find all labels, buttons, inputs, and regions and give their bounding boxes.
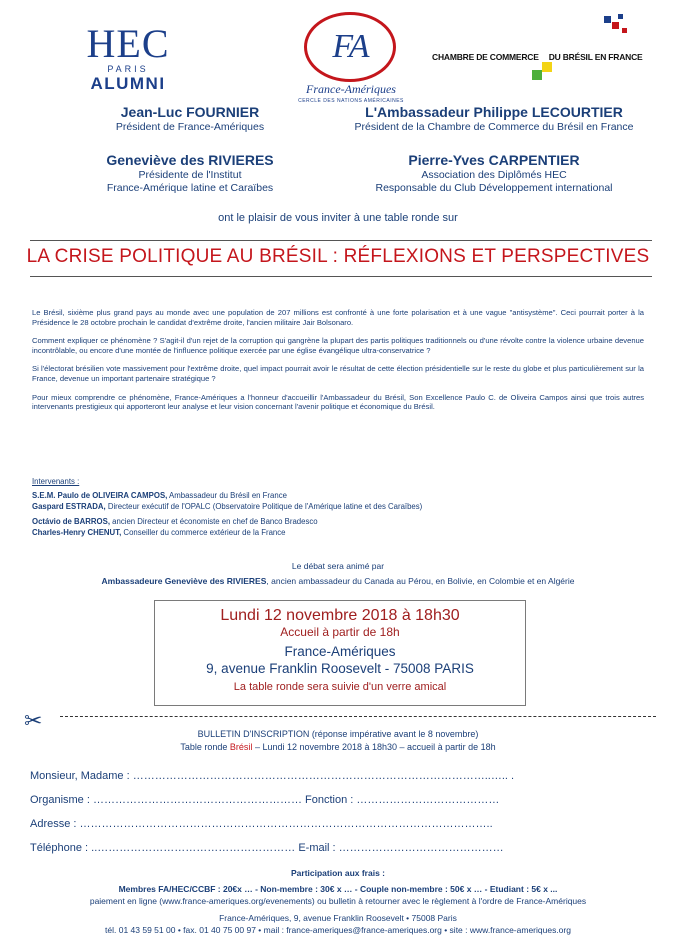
host-role: Président de France-Amériques — [115, 121, 265, 133]
logo-square-blue-small — [618, 14, 623, 19]
hec-paris-text: PARIS — [107, 64, 149, 74]
host-2 — [326, 104, 662, 134]
form-address-field[interactable]: Adresse : ………………………………………………………………………………………………….. — [30, 818, 493, 830]
participation-payment: paiement en ligne (www.france-ameriques.org/evenements) ou bulletin à retourner avec le règlement à l'ordre de France-Amériques — [89, 895, 587, 906]
speaker-desc: Ambassadeur du Brésil en France — [167, 491, 287, 501]
speaker-item — [32, 501, 644, 512]
hec-logo-text: HEC — [86, 21, 170, 66]
speaker-name: Octávio de BARROS, — [32, 516, 110, 526]
paragraph: Pour mieux comprendre ce phénomène, France-Amériques a l'honneur d'accueillir l'Ambassadeur du Brésil, Son Excellence Paulo C. de Oliveira Campos ainsi que trois autres intervenants prestigieux qui apporteront leur analyse et leur vision concernant l'avenir politique et économique du Brésil. — [32, 392, 644, 412]
ccbf-text-right: DU BRÉSIL EN FRANCE — [548, 52, 643, 62]
paragraph: Comment expliquer ce phénomène ? S'agit-il d'un rejet de la corruption qui gangrène la plupart des partis politiques traditionnels ou d'une révolte contre la violence urbaine devenue incontrôlable, ou encore d'une montée de l'influence politique exercée par une église évangélique ultra-conservatrice ? — [32, 336, 644, 355]
form-organisme-field[interactable]: Organisme : ………………………………………………… Fonction : ………………………………… — [30, 794, 500, 806]
title-rule-top — [30, 240, 652, 241]
participation-address: France-Amériques, 9, avenue Franklin Roosevelt • 75008 Paris — [219, 913, 457, 924]
france-ameriques-logo — [296, 12, 406, 110]
paragraph: Si l'électorat brésilien vote massivement pour l'extrême droite, quel impact pourrait avoir le résultat de cette élection présidentielle sur le reste du globe et plus particulièrement sur la France, devenue un important partenaire stratégique ? — [32, 364, 644, 383]
moderator-section — [0, 560, 676, 587]
moderator-name: Ambassadeure Geneviève des RIVIERES — [101, 576, 267, 586]
participation-heading: Participation aux frais : — [291, 868, 385, 878]
hec-alumni-logo — [78, 21, 178, 94]
speaker-name: S.E.M. Paulo de OLIVEIRA CAMPOS, — [32, 491, 168, 501]
bulletin-text: – Lundi 12 novembre 2018 à 18h30 – accueil à partir de 18h — [252, 742, 496, 752]
participation-section — [0, 868, 676, 937]
event-place: France-Amériques — [284, 644, 396, 659]
speaker-desc: Directeur exécutif de l'OPALC (Observatoire Politique de l'Amérique latine et des Caraïbes) — [105, 502, 423, 512]
bulletin-brasil: Brésil — [229, 742, 253, 752]
participation-contact: tél. 01 43 59 51 00 • fax. 01 40 75 00 97 • mail : france-ameriques@france-ameriques.org • site : www.france-ameriques.org — [105, 925, 571, 936]
host-role-line2: Responsable du Club Développement international — [375, 182, 613, 194]
logo-subtitle: CERCLE DES NATIONS AMÉRICAINES — [298, 98, 404, 104]
logo-monogram: FA — [332, 28, 370, 65]
host-1 — [60, 104, 320, 134]
bulletin-text: Table ronde — [180, 742, 230, 752]
host-name: Jean-Luc FOURNIER — [120, 104, 260, 120]
moderator-line — [0, 575, 676, 587]
speaker-item — [32, 527, 644, 538]
bulletin-header — [0, 728, 676, 754]
hec-alumni-text: ALUMNI — [90, 74, 166, 93]
bulletin-heading: BULLETIN D'INSCRIPTION (réponse impérative avant le 8 novembre) — [197, 729, 479, 739]
logo-name: France-Amériques — [306, 82, 396, 96]
host-role: Association des Diplômés HEC — [421, 169, 567, 181]
host-name: Pierre-Yves CARPENTIER — [408, 152, 580, 168]
logo-square-red-small — [622, 28, 627, 33]
host-role: Présidente de l'Institut — [138, 169, 242, 181]
moderator-desc: , ancien ambassadeur du Canada au Pérou, en Bolivie, en Colombie et en Algérie — [266, 576, 575, 586]
host-4 — [326, 152, 662, 195]
speaker-name: Gaspard ESTRADA, — [32, 502, 106, 512]
host-role: Président de la Chambre de Commerce du Brésil en France — [354, 121, 634, 133]
logo-square-green — [532, 70, 542, 80]
logo-square-blue — [604, 16, 611, 23]
host-name: Geneviève des RIVIERES — [106, 152, 274, 168]
host-name: L'Ambassadeur Philippe LECOURTIER — [365, 104, 623, 120]
ccbf-logo — [432, 14, 652, 84]
paragraph: Le Brésil, sixième plus grand pays au monde avec une population de 207 millions est confronté à une forte polarisation et à une vague "antisystème". Ceci pourrait porter à la Présidence le 28 octobre prochain le candidat d'extrême droite, l'ancien militaire Jair Bolsonaro. — [32, 308, 644, 327]
speaker-item — [32, 490, 644, 501]
invite-line: ont le plaisir de vous inviter à une table ronde sur — [218, 212, 458, 224]
speaker-name: Charles-Henry CHENUT, — [32, 527, 122, 537]
debate-line: Le débat sera animé par — [291, 561, 385, 571]
event-drink: La table ronde sera suivie d'un verre amical — [233, 681, 447, 693]
logo-square-red — [612, 22, 619, 29]
participation-prices: Membres FA/HEC/CCBF : 20€x … - Non-membre : 30€ x … - Couple non-membre : 50€ x … - Etudiant : 5€ x ... — [118, 883, 558, 894]
title-rule-bottom — [30, 276, 652, 277]
speakers-list — [32, 476, 644, 538]
cut-line — [60, 716, 656, 717]
event-date: Lundi 12 novembre 2018 à 18h30 — [220, 607, 460, 624]
speaker-desc: ancien Directeur et économiste en chef de Banco Bradesco — [109, 516, 318, 526]
host-3 — [60, 152, 320, 195]
logo-square-yellow — [542, 62, 552, 72]
event-description — [32, 308, 644, 421]
event-details-box — [154, 600, 526, 706]
event-welcome: Accueil à partir de 18h — [280, 625, 400, 639]
bulletin-subline — [0, 741, 676, 754]
host-role-line2: France-Amérique latine et Caraïbes — [106, 182, 274, 194]
form-name-field[interactable]: Monsieur, Madame : ……………………………………………………………………………………..….. . — [30, 770, 515, 782]
event-address: 9, avenue Franklin Roosevelt - 75008 PARIS — [206, 661, 474, 676]
speaker-item — [32, 516, 644, 527]
speakers-heading: Intervenants : — [32, 477, 80, 486]
ccbf-text-left: CHAMBRE DE COMMERCE — [432, 52, 539, 62]
ccbf-text — [432, 52, 648, 62]
form-phone-email-field[interactable]: Téléphone : ..……………………………………………… E-mail : ……………………………………… — [30, 842, 504, 854]
speaker-desc: Conseiller du commerce extérieur de la France — [121, 527, 286, 537]
event-title: LA CRISE POLITIQUE AU BRÉSIL : RÉFLEXIONS ET PERSPECTIVES — [26, 246, 650, 267]
scissors-icon: ✂ — [24, 708, 43, 733]
